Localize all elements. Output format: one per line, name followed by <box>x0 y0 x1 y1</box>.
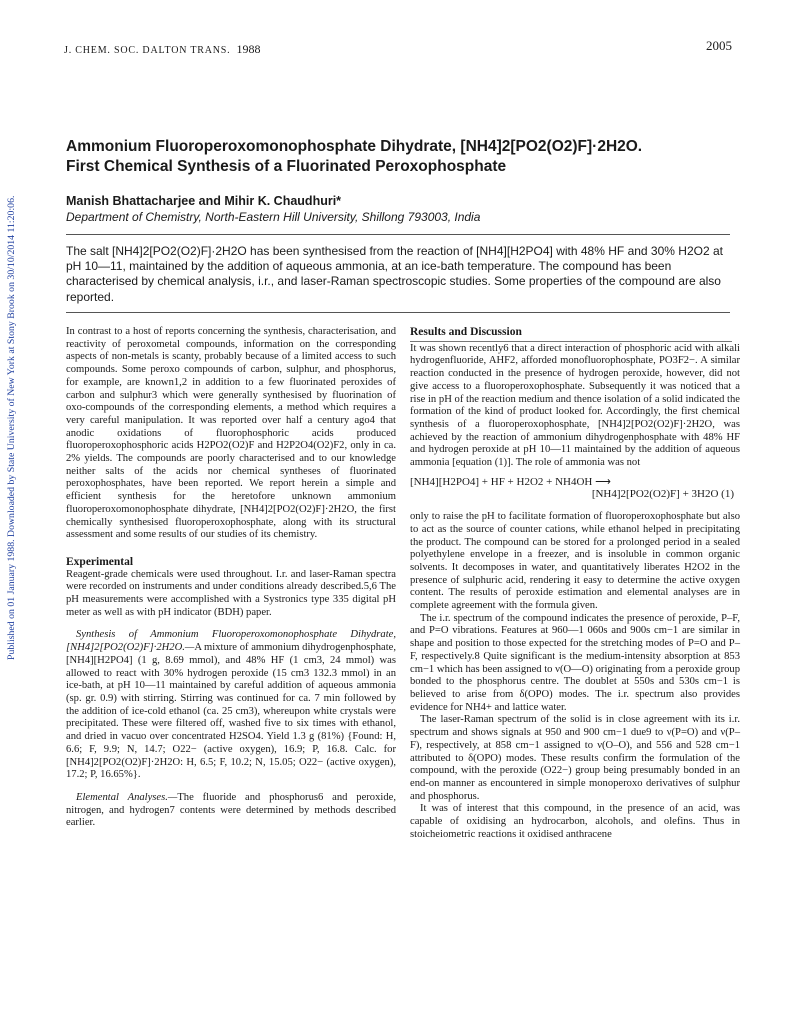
running-header <box>64 40 732 58</box>
affiliation: Department of Chemistry, North-Eastern Hill University, Shillong 793003, India <box>66 210 481 224</box>
results-paragraph-4: The laser-Raman spectrum of the solid is in close agreement with its i.r. spectrum and shows signals at 950 and 900 cm−1 due9 to ν(P=O) and ν(P–F), respectively, at 858 cm−1 assigned to ν(O–O), and 556 and 528 cm−1 attributed to δ(OPO) modes. These results confirm the formulation of the compound, with the peroxide (O22−) group being presumably bonded in an end-on manner as encountered in simple monoperoxo derivatives of sulphur and phosphorus. <box>410 714 740 802</box>
author-list: Manish Bhattacharjee and Mihir K. Chaudhuri* <box>66 194 342 208</box>
title-line-1: Ammonium Fluoroperoxomonophosphate Dihydrate, [NH4]2[PO2(O2)F]·2H2O. <box>66 138 643 155</box>
title-line-2: First Chemical Synthesis of a Fluorinated Peroxophosphate <box>66 158 507 175</box>
elemental-heading: Elemental Analyses.— <box>76 791 178 803</box>
equation-line-2: [NH4]2[PO2(O2)F] + 3H2O (1) <box>591 488 734 501</box>
download-notice-text[interactable]: Published on 01 January 1988. Downloaded by State University of New York at Stony Brook on 30/10/2014 11:20:06. <box>6 195 17 660</box>
elemental-paragraph: The fluoride and phosphorus6 and peroxide, nitrogen, and hydrogen7 contents were determined by methods described earlier. <box>66 791 396 829</box>
journal-year: 1988 <box>236 42 261 56</box>
abstract-bottom-rule <box>66 312 730 313</box>
equation-line-1: [NH4][H2PO4] + HF + H2O2 + NH4OH ⟶ <box>410 475 611 488</box>
equation-1 <box>410 476 740 501</box>
abstract: The salt [NH4]2[PO2(O2)F]·2H2O has been synthesised from the reaction of [NH4][H2PO4] with 48% HF and 30% H2O2 at pH 10—11, maintained by the addition of aqueous ammonia, at an ice-bath temperature. The compound has been characterised by chemical analysis, i.r., and laser-Raman spectroscopic studies. Some properties of the compound are also reported. <box>66 244 723 304</box>
download-notice[interactable] <box>6 140 20 660</box>
results-paragraph-2: only to raise the pH to facilitate formation of fluoroperoxophosphate but also to act as the source of counter cations, while ethanol helped in precipitating the product. The compound can be stored for a prolonged period in a sealed polyethylene envelope in a freezer, and is insoluble in common organic solvents. It decomposes in water, and quantitatively liberates H2O2 in the presence of sulphuric acid, rendering it easy to determine the active oxygen content. The results of peroxide estimation and elemental analyses are in complete agreement with the formula given. <box>410 511 740 612</box>
page-number: 2005 <box>706 38 732 53</box>
journal-name: J. CHEM. SOC. DALTON TRANS. <box>64 45 231 56</box>
introduction-paragraph: In contrast to a host of reports concerning the synthesis, characterisation, and reactivity of peroxometal compounds, information on the corresponding aspects of non-metals is scanty, probably because of a limited access to such compounds. Some peroxo compounds of carbon, sulphur, and phosphorus, for example, are known1,2 in addition to a few fluorinated peroxides of carbon and sulphur3 which were generally synthesised by fluorination of oxo-compounds of the corresponding elements, a method which requires a very careful manipulation. It was reported over half a century ago4 that anodic oxidations of fluorophosphoric acids produced fluoroperoxophosphoric acids H2PO2(O2)F and H2P2O4(O2)F2, only in ca. 2% yields. The compounds are poorly characterised and to our knowledge neither salts of the acids nor chemical syntheses of fluorinated peroxophosphates, have been reported. We report herein a simple and efficient synthesis for the heretofore unknown ammonium fluoroperoxomonophosphate dihydrate, [NH4]2[PO2(O2)F]·2H2O, the first chemically synthesised fluoroperoxophosphate, along with its structural assessment and some results of our studies of its chemistry. <box>66 326 396 541</box>
results-paragraph-1: It was shown recently6 that a direct interaction of phosphoric acid with alkali hydrogenfluoride, AHF2, afforded monofluorophosphate, PO3F2−. A similar reaction conducted in the presence of hydrogen peroxide, however, did not give access to a fluoroperoxophosphate. Subsequently it was noticed that a rise in pH of the reaction medium and thence isolation of a solid indicated the formation of the kind of product looked for. Accordingly, the first chemical synthesis of a fluoroperoxophosphate, [NH4]2[PO2(O2)F]·2H2O, was achieved by the reaction of ammonium dihydrogenphosphate with 48% HF and hydrogen peroxide at pH 10—11 maintained by the addition of aqueous ammonia [equation (1)]. The role of ammonia was not <box>410 342 740 469</box>
synthesis-heading: Synthesis of Ammonium Fluoroperoxomonophosphate Dihydrate, [NH4]2[PO2(O2)F]·2H2O.— <box>66 629 396 654</box>
experimental-heading: Experimental <box>66 555 134 568</box>
synthesis-paragraph: A mixture of ammonium dihydrogenphosphate, [NH4][H2PO4] (1 g, 8.69 mmol), and 48% HF (1 cm3, 24 mmol) was allowed to react with 30% hydrogen peroxide (15 cm3 132.3 mmol) in an ice-bath, at pH 10—11 maintained by careful addition of aqueous ammonia (sp. gr. 0.9) with stirring. Stirring was continued for ca. 7 min followed by the addition of ice-cold ethanol (ca. 25 cm3), whereupon white crystals were precipitated. These were filtered off, washed five to six times with ethanol, and dried in vacuo over concentrated H2SO4. Yield 1.3 g (81%) {Found: H, 6.6; F, 9.9; N, 14.7; O22− (active oxygen), 16.9; P, 16.8. Calc. for [NH4]2[PO2(O2)F]·2H2O: H, 6.5; F, 10.2; N, 15.05; O22− (active oxygen), 17.2; P, 16.65%}. <box>66 642 396 781</box>
article-title <box>66 137 746 177</box>
abstract-top-rule <box>66 234 730 235</box>
results-paragraph-3: The i.r. spectrum of the compound indicates the presence of peroxide, P–F, and P=O vibrations. Features at 960—1 060s and 900s cm−1 are similar in shape and position to those expected for the stretching modes of P=O and P–F, respectively.8 Quite significant is the medium-intensity absorption at 853 cm−1 which has been assigned to ν(O—O) originating from a peroxide group bonded to the phosphorus centre. The doublet at 550s and 530s cm−1 is believed to arise from δ(OPO) modes. The i.r. spectrum also provides evidence for NH4+ and lattice water. <box>410 612 740 713</box>
experimental-paragraph: Reagent-grade chemicals were used throughout. I.r. and laser-Raman spectra were recorded on instruments and under conditions already described.5,6 The pH measurements were accomplished with a Systronics type 335 digital pH meter as well as with pH indicator (BDH) paper. <box>66 568 396 618</box>
results-paragraph-5: It was of interest that this compound, in the presence of an acid, was capable of oxidising an hydrocarbon, alcohols, and olefins. Thus in stoicheiometric reactions it oxidised anthracene <box>410 803 740 840</box>
left-column <box>66 326 396 830</box>
results-heading: Results and Discussion <box>410 326 522 338</box>
right-column <box>410 326 740 841</box>
